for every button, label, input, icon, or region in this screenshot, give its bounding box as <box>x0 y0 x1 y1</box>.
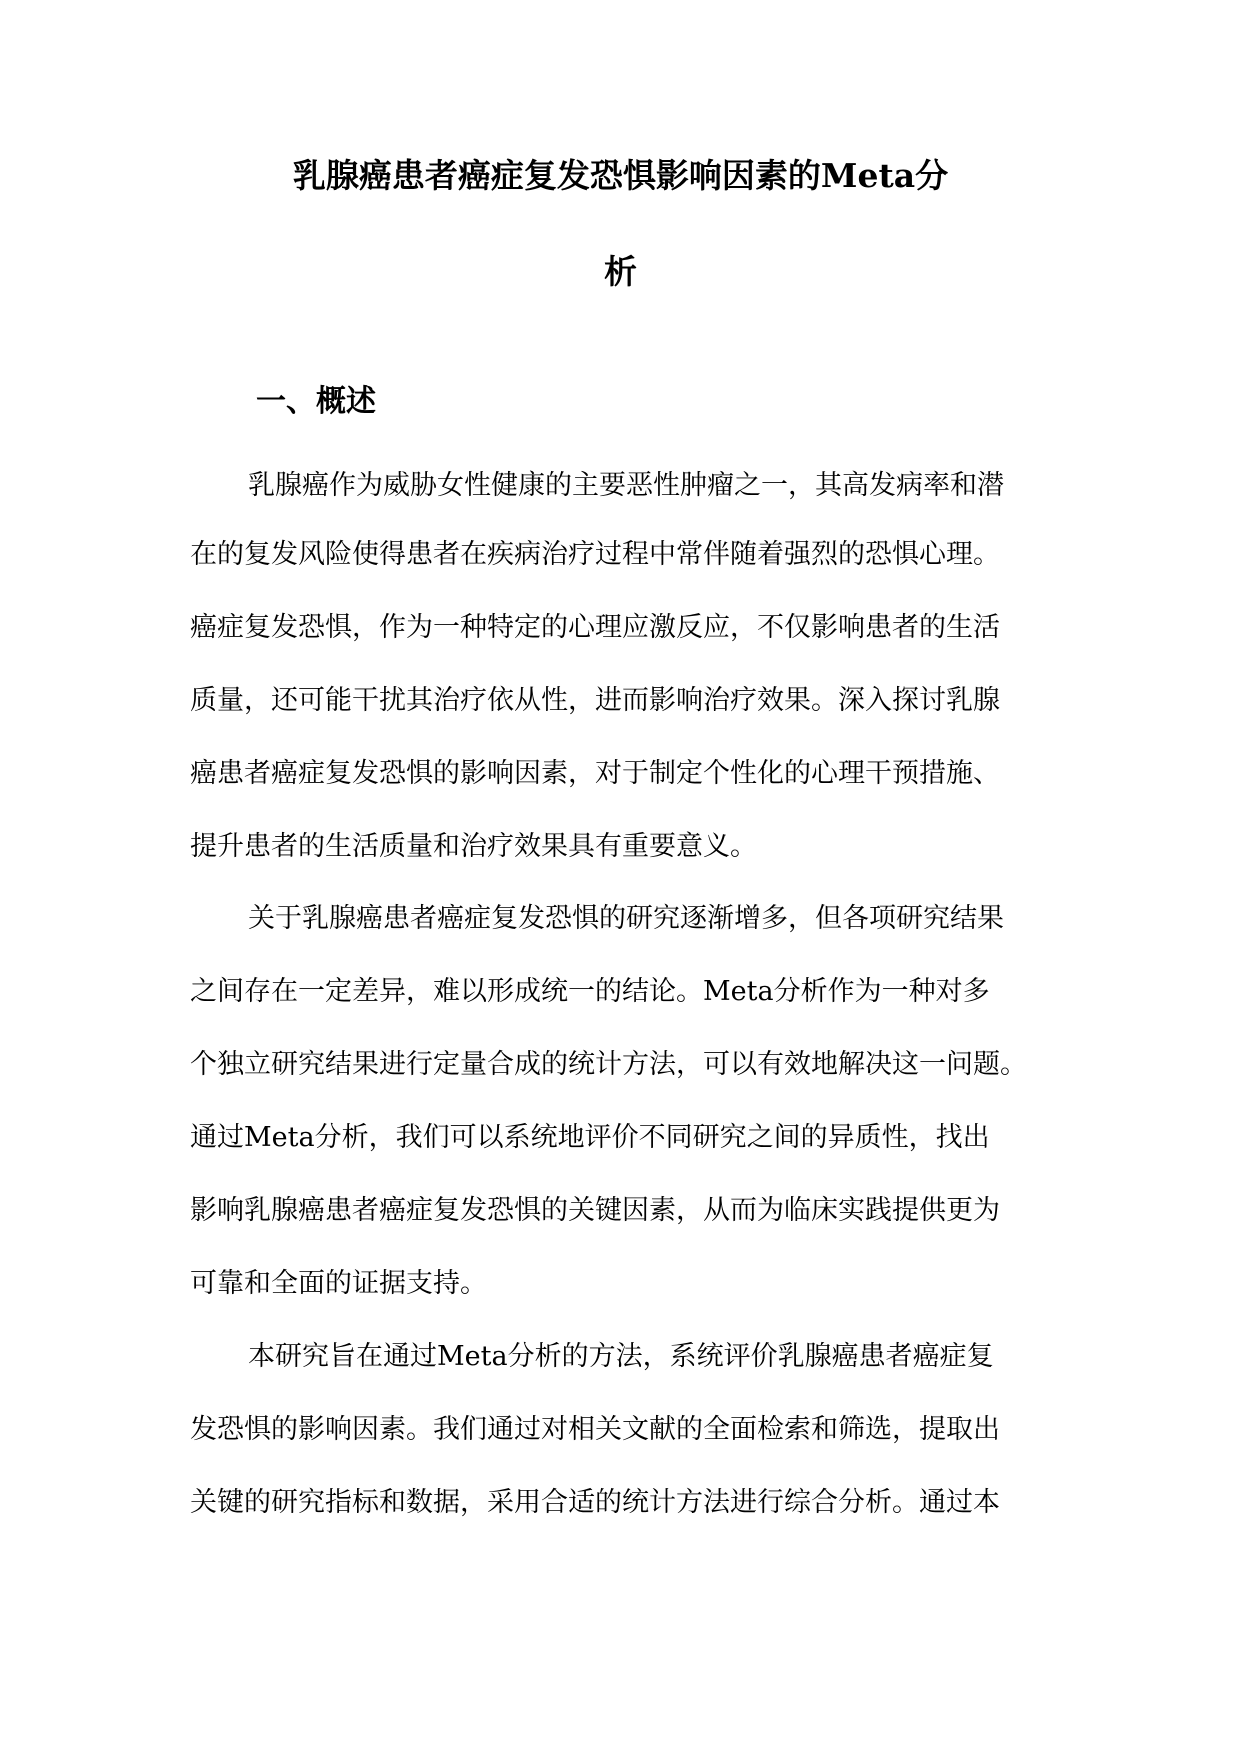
paragraph-2-line-5: 影响乳腺癌患者癌症复发恐惧的关键因素，从而为临床实践提供更为 <box>190 1195 1000 1226</box>
document-title-line-1: 乳腺癌患者癌症复发恐惧影响因素的Meta分 <box>292 156 949 195</box>
document-title-line-2: 析 <box>604 252 637 291</box>
paragraph-1-line-3: 癌症复发恐惧，作为一种特定的心理应激反应，不仅影响患者的生活 <box>190 612 1000 643</box>
paragraph-2-line-3: 个独立研究结果进行定量合成的统计方法，可以有效地解决这一问题。 <box>190 1049 1027 1080</box>
paragraph-1-line-2: 在的复发风险使得患者在疾病治疗过程中常伴随着强烈的恐惧心理。 <box>190 539 1000 570</box>
paragraph-1-line-1: 乳腺癌作为威胁女性健康的主要恶性肿瘤之一，其高发病率和潜 <box>248 470 1004 501</box>
paragraph-3-line-2: 发恐惧的影响因素。我们通过对相关文献的全面检索和筛选，提取出 <box>190 1414 1000 1445</box>
paragraph-1-line-5: 癌患者癌症复发恐惧的影响因素，对于制定个性化的心理干预措施、 <box>190 758 1000 789</box>
paragraph-1-line-6: 提升患者的生活质量和治疗效果具有重要意义。 <box>190 831 757 862</box>
paragraph-3-line-3: 关键的研究指标和数据，采用合适的统计方法进行综合分析。通过本 <box>190 1487 1000 1518</box>
paragraph-2-line-2: 之间存在一定差异，难以形成统一的结论。Meta分析作为一种对多 <box>190 976 990 1007</box>
paragraph-1-line-4: 质量，还可能干扰其治疗依从性，进而影响治疗效果。深入探讨乳腺 <box>190 685 1000 716</box>
paragraph-2-line-1: 关于乳腺癌患者癌症复发恐惧的研究逐渐增多，但各项研究结果 <box>248 903 1004 934</box>
paragraph-2-line-4: 通过Meta分析，我们可以系统地评价不同研究之间的异质性，找出 <box>190 1122 990 1153</box>
section-heading: 一、概述 <box>256 384 376 419</box>
paragraph-3-line-1: 本研究旨在通过Meta分析的方法，系统评价乳腺癌患者癌症复 <box>248 1341 994 1372</box>
paragraph-2-line-6: 可靠和全面的证据支持。 <box>190 1268 487 1299</box>
